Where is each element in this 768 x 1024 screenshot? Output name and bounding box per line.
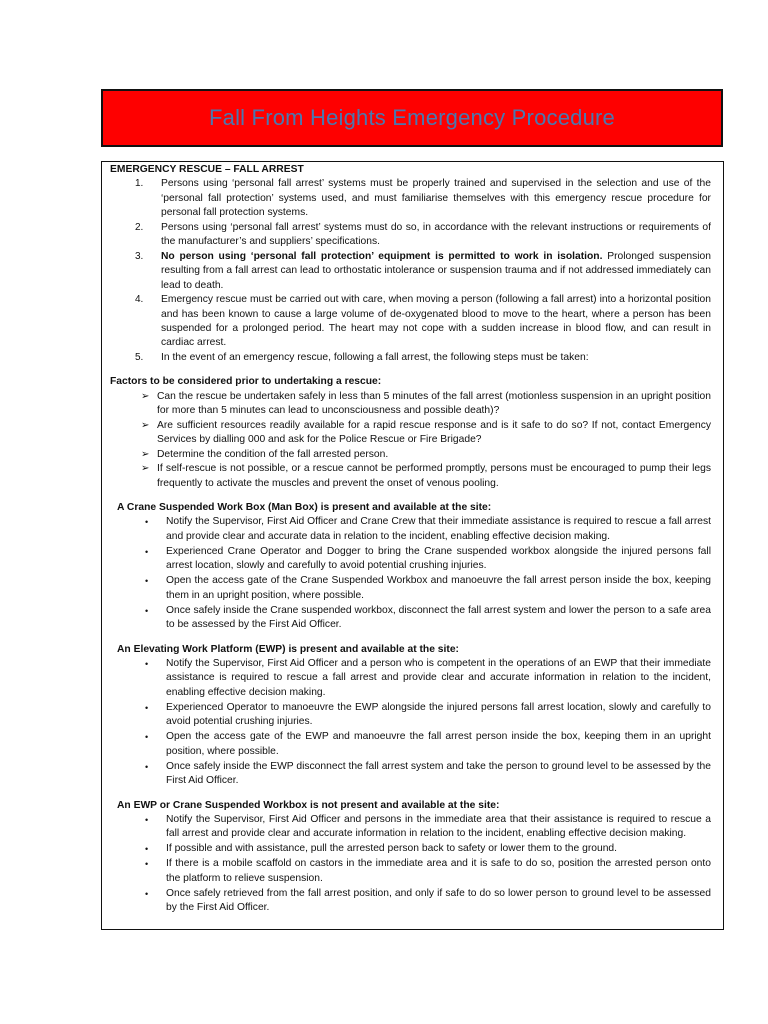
item-text: Open the access gate of the EWP and manoeuvre the fall arrest person inside the box, keeping them in an upright position, where possible.	[166, 731, 711, 757]
list-item	[110, 887, 711, 916]
list-item	[110, 545, 711, 574]
item-number: 3.	[135, 250, 144, 262]
item-text: Notify the Supervisor, First Aid Officer and persons in the immediate area that their assistance is required to rescue a fall arrest and provide clear and accurate information in relation to the incident, enabling effective decision making.	[166, 814, 711, 840]
bullet-icon: •	[145, 859, 149, 870]
emergency-rescue-list	[110, 177, 711, 365]
item-text: Persons using ‘personal fall arrest’ systems must be properly trained and supervised in the selection and use of the ‘personal fall protection’ systems used, and must familiarise themselves with this emergency rescue procedure for personal fall protection systems.	[161, 178, 711, 219]
arrow-bullet-icon: ➢	[141, 463, 150, 475]
ewp-list	[110, 657, 711, 789]
list-item	[110, 760, 711, 789]
section-heading-crane: A Crane Suspended Work Box (Man Box) is present and available at the site:	[117, 501, 492, 513]
item-text: If there is a mobile scaffold on castors in the immediate area and it is safe to do so, position the arrested person onto the platform to relieve suspension.	[166, 858, 711, 884]
item-text: Once safely inside the Crane suspended workbox, disconnect the fall arrest system and lower the person to a safe area to be assessed by the First Aid Officer.	[166, 604, 711, 631]
item-text: Notify the Supervisor, First Aid Officer and a person who is competent in the operations of an EWP that their immediate assistance is required to rescue a fall arrest and provide clear and accurate information in relation to the incident, enabling effective decision making.	[166, 658, 711, 698]
bullet-icon: •	[145, 659, 149, 669]
item-text: Emergency rescue must be carried out with care, when moving a person (following a fall arrest) into a horizontal position and has been known to cause a large volume of de-oxygenated blood to move to the heart, where a person has been suspended for a prolonged period. The heart may not cope with a sudden increase in blood flow, and can result in cardiac arrest.	[161, 294, 711, 349]
bullet-icon: •	[145, 702, 149, 713]
item-text: Once safely retrieved from the fall arrest position, and only if safe to do so lower person to ground level to be assessed by the First Aid Officer.	[166, 887, 711, 914]
crane-list	[110, 515, 711, 632]
list-item	[110, 390, 711, 419]
section-heading-emergency-rescue: EMERGENCY RESCUE – FALL ARREST	[110, 164, 304, 175]
item-text: Determine the condition of the fall arrested person.	[157, 448, 389, 460]
list-item	[110, 842, 711, 856]
item-number: 1.	[135, 178, 144, 190]
item-text: If self-rescue is not possible, or a rescue cannot be performed promptly, persons must be encouraged to pump their legs frequently to activate the muscles and prevent the onset of venous pooling.	[157, 463, 711, 489]
item-text: Once safely inside the EWP disconnect the fall arrest system and take the person to ground level to be assessed by the First Aid Officer.	[166, 760, 711, 787]
list-item	[110, 574, 711, 603]
no-ewp-list	[110, 813, 711, 916]
list-item	[110, 419, 711, 448]
list-item	[110, 730, 711, 759]
title-banner	[101, 89, 723, 147]
bullet-icon: •	[145, 576, 149, 587]
list-item	[110, 515, 711, 544]
item-text: Persons using ‘personal fall arrest’ systems must do so, in accordance with the relevant instructions or requirements of the manufacturer’s and suppliers’ specifications.	[161, 221, 711, 248]
list-item	[135, 177, 711, 220]
item-text: Prolonged suspension resulting from a fall arrest can lead to orthostatic intolerance or suspension trauma and if not addressed immediately can lead to death.	[161, 250, 711, 291]
item-number: 5.	[135, 351, 144, 363]
procedure-body	[101, 161, 724, 930]
bullet-icon: •	[145, 815, 149, 826]
item-text: Experienced Crane Operator and Dogger to bring the Crane suspended workbox alongside the injured persons fall arrest location, slowly and carefully to avoid potential crushing injuries.	[166, 545, 711, 572]
list-item	[135, 250, 711, 293]
item-text: Experienced Operator to manoeuvre the EWP alongside the injured persons fall arrest location, slowly and carefully to avoid potential crushing injuries.	[166, 701, 711, 728]
list-item	[110, 448, 711, 462]
section-heading-factors: Factors to be considered prior to undertaking a rescue:	[110, 376, 382, 388]
list-item	[110, 462, 711, 491]
factors-list	[110, 390, 711, 491]
arrow-bullet-icon: ➢	[141, 419, 150, 431]
item-text: If possible and with assistance, pull the arrested person back to safety or lower them to the ground.	[166, 843, 618, 855]
list-item	[110, 813, 711, 842]
bullet-icon: •	[145, 888, 149, 899]
list-item	[110, 657, 711, 700]
page-title: Fall From Heights Emergency Procedure	[209, 105, 615, 130]
bullet-icon: •	[145, 732, 149, 743]
list-item	[110, 701, 711, 730]
bullet-icon: •	[145, 546, 149, 557]
arrow-bullet-icon: ➢	[141, 390, 150, 402]
item-number: 2.	[135, 221, 144, 233]
section-heading-ewp: An Elevating Work Platform (EWP) is present and available at the site:	[117, 643, 459, 655]
list-item	[135, 293, 711, 351]
bullet-icon: •	[145, 844, 149, 855]
item-text: Are sufficient resources readily available for a rapid rescue response and is it safe to do so? If not, contact Emergency Services by dialling 000 and ask for the Police Rescue or Fire Brigade?	[157, 419, 711, 446]
bullet-icon: •	[145, 517, 149, 528]
item-bold-text: No person using ‘personal fall protection’ equipment is permitted to work in isolation.	[161, 250, 603, 262]
bullet-icon: •	[145, 605, 149, 616]
item-text: In the event of an emergency rescue, following a fall arrest, the following steps must be taken:	[161, 351, 589, 363]
list-item	[135, 221, 711, 250]
list-item	[110, 857, 711, 886]
bullet-icon: •	[145, 761, 149, 772]
item-number: 4.	[135, 294, 144, 306]
list-item	[110, 604, 711, 633]
item-text: Can the rescue be undertaken safely in less than 5 minutes of the fall arrest (motionless suspension in an upright position for more than 5 minutes can lead to unconsciousness and possible death)?	[157, 390, 711, 417]
section-heading-no-ewp: An EWP or Crane Suspended Workbox is not present and available at the site:	[117, 799, 500, 811]
item-text: Open the access gate of the Crane Suspended Workbox and manoeuvre the fall arrest person inside the box, keeping them in an upright position, where possible.	[166, 575, 711, 601]
arrow-bullet-icon: ➢	[141, 448, 150, 460]
item-text: Notify the Supervisor, First Aid Officer and Crane Crew that their immediate assistance is required to rescue a fall arrest and provide clear and accurate data in relation to the incident, enabling effective decision making.	[166, 516, 711, 542]
list-item	[135, 351, 711, 365]
